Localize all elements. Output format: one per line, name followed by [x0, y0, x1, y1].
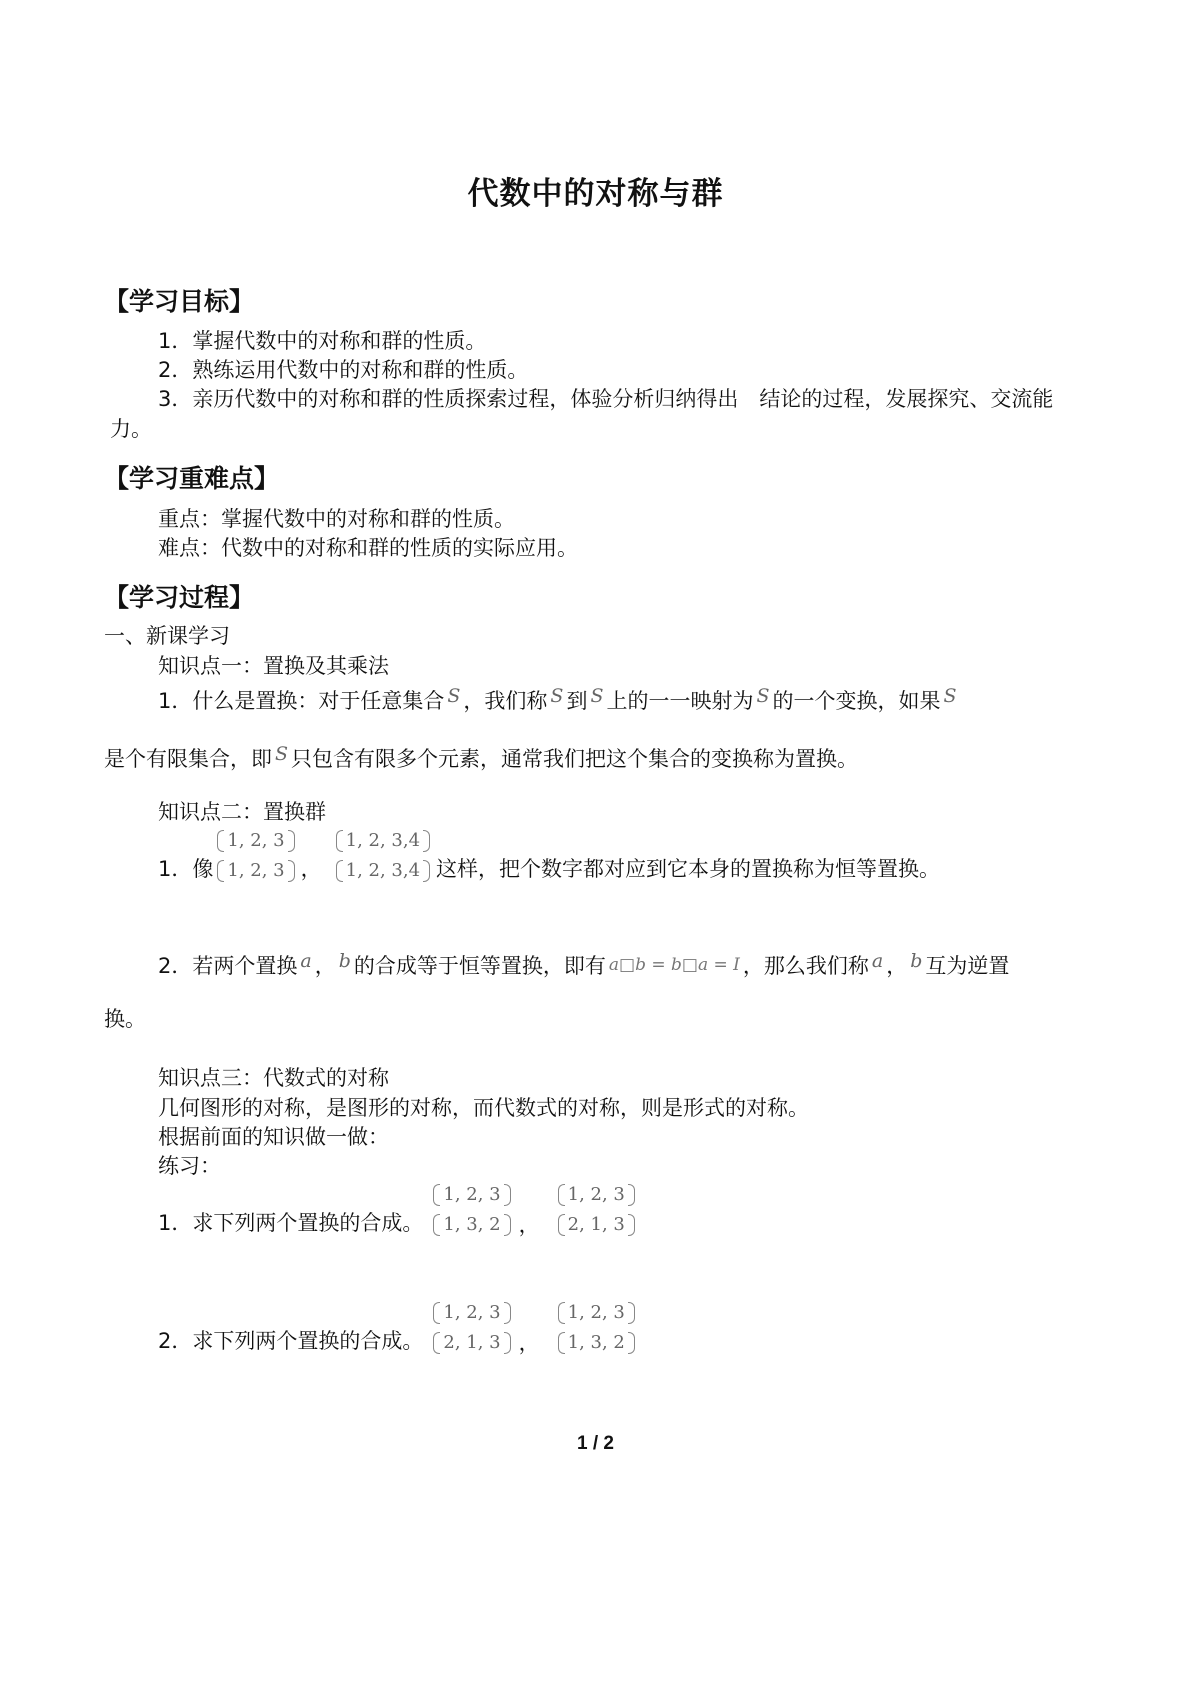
comma-separator: ， — [300, 857, 322, 881]
definition-text-d: 上的一一映射为 — [606, 689, 754, 713]
goal-item-3: 3．亲历代数中的对称和群的性质探索过程，体验分析归纳得出 结论的过程，发展探究、交流能力。 — [110, 387, 1054, 441]
permutation-top-row: 1, 2, 3 — [433, 1298, 510, 1328]
inverse-permutation-item — [158, 946, 1009, 981]
inverse-separator: ， — [886, 954, 908, 978]
identity-item-suffix: 这样，把个数字都对应到它本身的置换称为恒等置换。 — [436, 857, 941, 881]
key-point-focus: 重点：掌握代数中的对称和群的性质。 — [158, 507, 515, 531]
permutation-bottom-row: 1, 2, 3 — [217, 856, 294, 886]
exercise-2-text: 2．求下列两个置换的合成。 — [158, 1329, 424, 1353]
set-s-symbol: S — [275, 743, 289, 765]
knowledge-point-1-title: 知识点一：置换及其乘法 — [158, 654, 389, 678]
key-points-heading: 【学习重难点】 — [104, 464, 280, 493]
inverse-text-d: 互为逆置 — [925, 954, 1010, 978]
inverse-expression: a□b = b□a = I — [608, 955, 740, 975]
set-s-symbol: S — [756, 685, 770, 707]
knowledge-point-3-title: 知识点三：代数式的对称 — [158, 1066, 389, 1090]
inverse-text-a: 2．若两个置换 — [158, 954, 298, 978]
definition-text-b: ，我们称 — [463, 689, 548, 713]
definition-text-f: 是个有限集合，即 — [104, 747, 272, 771]
permutation-top-row: 1, 2, 3 — [558, 1298, 635, 1328]
set-s-symbol: S — [447, 685, 461, 707]
variable-b: b — [338, 950, 351, 972]
identity-permutation-4 — [336, 826, 430, 886]
permutation-bottom-row: 2, 1, 3 — [433, 1328, 510, 1358]
inverse-text-c: ，那么我们称 — [742, 954, 869, 978]
exercise-1 — [158, 1180, 635, 1240]
exercise-1-text: 1．求下列两个置换的合成。 — [158, 1211, 424, 1235]
knowledge-point-2-title: 知识点二：置换群 — [158, 800, 326, 824]
identity-permutation-item — [158, 826, 940, 886]
set-s-symbol: S — [590, 685, 604, 707]
exercise-2-permutation-left — [433, 1298, 510, 1358]
variable-a: a — [871, 950, 884, 972]
practice-label: 练习： — [158, 1154, 221, 1178]
permutation-top-row: 1, 2, 3 — [433, 1180, 510, 1210]
key-point-difficulty: 难点：代数中的对称和群的性质的实际应用。 — [158, 536, 578, 560]
exercise-1-permutation-right — [558, 1180, 635, 1240]
algebraic-symmetry-text: 几何图形的对称，是图形的对称，而代数式的对称，则是形式的对称。 — [158, 1096, 809, 1120]
permutation-bottom-row: 2, 1, 3 — [558, 1210, 635, 1240]
definition-text-a: 1．什么是置换：对于任意集合 — [158, 689, 445, 713]
identity-permutation-3 — [217, 826, 294, 886]
page-number: 1 / 2 — [577, 1433, 614, 1454]
permutation-top-row: 1, 2, 3,4 — [336, 826, 430, 856]
exercise-1-permutation-left — [433, 1180, 510, 1240]
permutation-bottom-row: 1, 3, 2 — [558, 1328, 635, 1358]
definition-text-g: 只包含有限多个元素，通常我们把这个集合的变换称为置换。 — [291, 747, 859, 771]
inverse-text-b: 的合成等于恒等置换，即有 — [353, 954, 606, 978]
part-one-label: 一、新课学习 — [104, 624, 230, 648]
process-heading: 【学习过程】 — [104, 583, 255, 612]
comma-separator: ， — [518, 1213, 540, 1237]
definition-text-c: 到 — [566, 689, 588, 713]
permutation-bottom-row: 1, 3, 2 — [433, 1210, 510, 1240]
practice-prompt: 根据前面的知识做一做： — [158, 1125, 389, 1149]
variable-b: b — [910, 950, 923, 972]
permutation-top-row: 1, 2, 3 — [558, 1180, 635, 1210]
definition-text-e: 的一个变换，如果 — [772, 689, 941, 713]
document-title: 代数中的对称与群 — [467, 176, 724, 212]
set-s-symbol: S — [550, 685, 564, 707]
permutation-definition-line-2 — [104, 739, 858, 774]
comma-separator: ， — [518, 1331, 540, 1355]
identity-item-prefix: 1．像 — [158, 857, 214, 881]
goals-heading: 【学习目标】 — [104, 287, 255, 316]
goal-item-2: 2．熟练运用代数中的对称和群的性质。 — [158, 358, 529, 382]
inverse-text-wrap: 换。 — [104, 1007, 146, 1031]
goal-item-1: 1．掌握代数中的对称和群的性质。 — [158, 329, 487, 353]
exercise-2 — [158, 1298, 635, 1358]
permutation-bottom-row: 1, 2, 3,4 — [336, 856, 430, 886]
permutation-definition-line-1 — [158, 681, 960, 716]
exercise-2-permutation-right — [558, 1298, 635, 1358]
permutation-top-row: 1, 2, 3 — [217, 826, 294, 856]
variable-a: a — [300, 950, 312, 972]
set-s-symbol: S — [943, 685, 957, 707]
inverse-separator: ， — [314, 954, 336, 978]
